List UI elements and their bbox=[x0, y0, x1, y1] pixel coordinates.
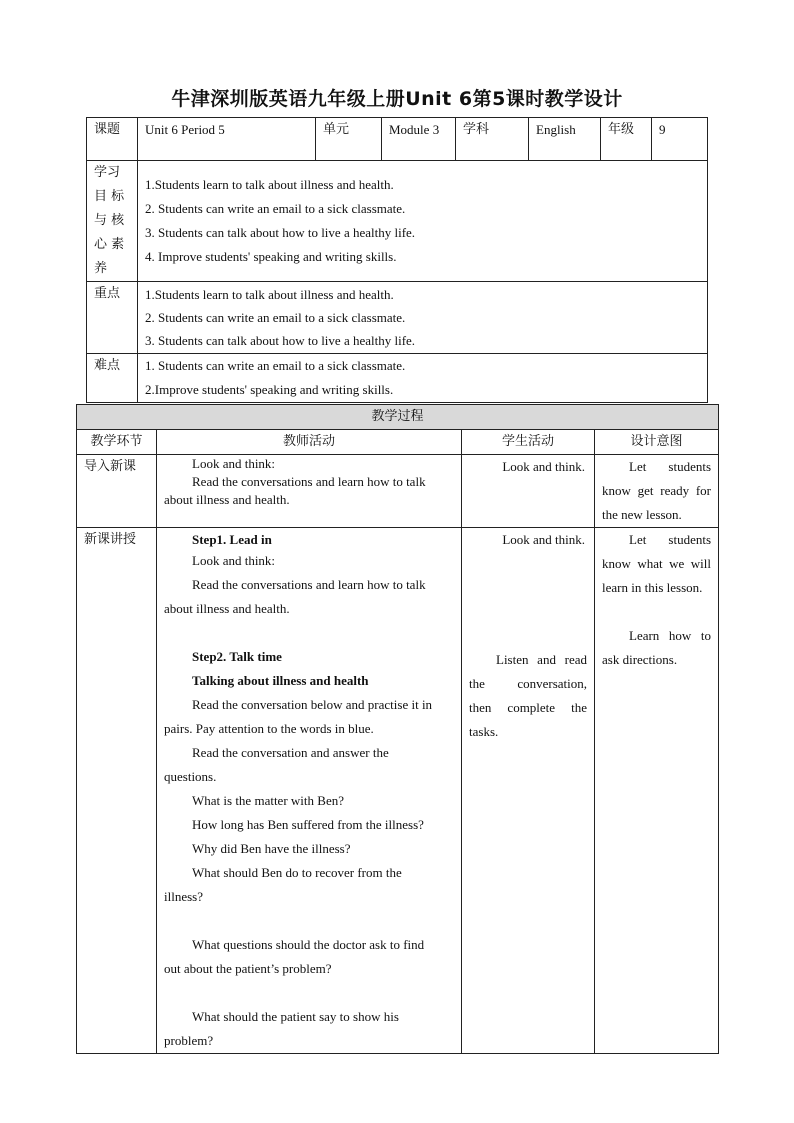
info-row-basic bbox=[87, 118, 708, 161]
goal-item: 4. Improve students' speaking and writing skills. bbox=[145, 249, 397, 264]
question: How long has Ben suffered from the illness? bbox=[192, 817, 424, 832]
key-points-content bbox=[138, 282, 708, 354]
key-point-item: 2. Students can write an email to a sick classmate. bbox=[145, 310, 406, 325]
difficult-points-label: 难点 bbox=[87, 354, 138, 403]
process-heading: 教学过程 bbox=[77, 405, 719, 430]
step1-heading: Step1. Lead in bbox=[192, 532, 272, 547]
teacher-line: pairs. Pay attention to the words in blue. bbox=[164, 721, 374, 736]
intent-line: ask directions. bbox=[602, 652, 678, 667]
step2-subheading: Talking about illness and health bbox=[192, 673, 369, 688]
col-teacher-header: 教师活动 bbox=[157, 430, 462, 455]
spacer bbox=[164, 909, 461, 933]
teacher-line: Read the conversation and answer the bbox=[192, 745, 389, 760]
intent-line: Learn how to bbox=[629, 628, 712, 643]
question: Why did Ben have the illness? bbox=[192, 841, 351, 856]
teaching-process-table bbox=[76, 404, 719, 1054]
stage-new-lesson: 新课讲授 bbox=[77, 528, 157, 1054]
student-line: Look and think. bbox=[502, 459, 585, 474]
difficult-point-item: 1. Students can write an email to a sick classmate. bbox=[145, 358, 406, 373]
lesson-info-table bbox=[86, 117, 708, 403]
key-point-item: 3. Students can talk about how to live a healthy life. bbox=[145, 333, 416, 348]
teacher-line: about illness and health. bbox=[164, 492, 290, 507]
goals-label-line: 心 素 bbox=[94, 237, 125, 252]
intent-line: know what we will bbox=[602, 556, 712, 571]
question: What is the matter with Ben? bbox=[192, 793, 344, 808]
key-point-item: 1.Students learn to talk about illness and health. bbox=[145, 287, 394, 302]
info-row-goals bbox=[87, 161, 708, 282]
question: problem? bbox=[164, 1033, 214, 1048]
question: out about the patient’s problem? bbox=[164, 961, 332, 976]
difficult-points-content bbox=[138, 354, 708, 403]
intent-line: the new lesson. bbox=[602, 507, 682, 522]
goals-label-line: 学习 bbox=[94, 165, 121, 180]
goal-item: 3. Students can talk about how to live a healthy life. bbox=[145, 225, 416, 240]
question: What should the patient say to show his bbox=[192, 1009, 399, 1024]
teacher-line: Look and think: bbox=[192, 553, 276, 568]
unit-value: Module 3 bbox=[382, 118, 456, 161]
teacher-line: Read the conversations and learn how to talk bbox=[192, 577, 426, 592]
goals-label-line: 目 标 bbox=[94, 189, 125, 204]
teacher-line: about illness and health. bbox=[164, 601, 290, 616]
info-row-difficult bbox=[87, 354, 708, 403]
goals-content bbox=[138, 161, 708, 282]
goal-item: 1.Students learn to talk about illness and health. bbox=[145, 177, 394, 192]
subject-value: English bbox=[529, 118, 601, 161]
teacher-activity-intro bbox=[157, 455, 462, 528]
key-points-label: 重点 bbox=[87, 282, 138, 354]
col-student-header: 学生活动 bbox=[462, 430, 595, 455]
topic-label: 课题 bbox=[87, 118, 138, 161]
col-intent-header: 设计意图 bbox=[595, 430, 719, 455]
student-line: Listen and read bbox=[496, 652, 587, 667]
intent-line: Let students bbox=[629, 532, 712, 547]
spacer bbox=[164, 981, 461, 1005]
question: illness? bbox=[164, 889, 203, 904]
question: What should Ben do to recover from the bbox=[192, 865, 402, 880]
unit-label: 单元 bbox=[316, 118, 382, 161]
goals-label bbox=[87, 161, 138, 282]
grade-label: 年级 bbox=[601, 118, 652, 161]
student-line: the conversation, bbox=[469, 676, 587, 691]
goals-label-line: 与 核 bbox=[94, 213, 125, 228]
goals-label-line: 养 bbox=[94, 261, 108, 276]
process-row-intro bbox=[77, 455, 719, 528]
teacher-line: Read the conversations and learn how to talk bbox=[192, 474, 426, 489]
stage-intro: 导入新课 bbox=[77, 455, 157, 528]
intent-line: Let students bbox=[629, 459, 712, 474]
col-stage-header: 教学环节 bbox=[77, 430, 157, 455]
process-row-new-lesson bbox=[77, 528, 719, 1054]
intent-line: know get ready for bbox=[602, 483, 712, 498]
subject-label: 学科 bbox=[456, 118, 529, 161]
topic-value: Unit 6 Period 5 bbox=[138, 118, 316, 161]
teacher-line: questions. bbox=[164, 769, 217, 784]
document-title: 牛津深圳版英语九年级上册Unit 6第5课时教学设计 bbox=[171, 88, 623, 110]
difficult-point-item: 2.Improve students' speaking and writing skills. bbox=[145, 382, 394, 397]
student-activity-new-lesson bbox=[462, 528, 595, 1054]
student-line: tasks. bbox=[469, 724, 499, 739]
spacer bbox=[602, 600, 711, 624]
student-line: then complete the bbox=[469, 700, 587, 715]
spacer bbox=[469, 552, 587, 648]
process-heading-row bbox=[77, 405, 719, 430]
design-intent-new-lesson bbox=[595, 528, 719, 1054]
design-intent-intro bbox=[595, 455, 719, 528]
teacher-line: Read the conversation below and practise it in bbox=[192, 697, 433, 712]
grade-value: 9 bbox=[652, 118, 708, 161]
spacer bbox=[164, 621, 461, 645]
question: What questions should the doctor ask to find bbox=[192, 937, 425, 952]
step2-heading: Step2. Talk time bbox=[192, 649, 282, 664]
student-line: Look and think. bbox=[502, 532, 585, 547]
teacher-line: Look and think: bbox=[192, 456, 276, 471]
goal-item: 2. Students can write an email to a sick classmate. bbox=[145, 201, 406, 216]
info-row-key bbox=[87, 282, 708, 354]
student-activity-intro bbox=[462, 455, 595, 528]
teacher-activity-new-lesson bbox=[157, 528, 462, 1054]
intent-line: learn in this lesson. bbox=[602, 580, 703, 595]
process-header-row bbox=[77, 430, 719, 455]
